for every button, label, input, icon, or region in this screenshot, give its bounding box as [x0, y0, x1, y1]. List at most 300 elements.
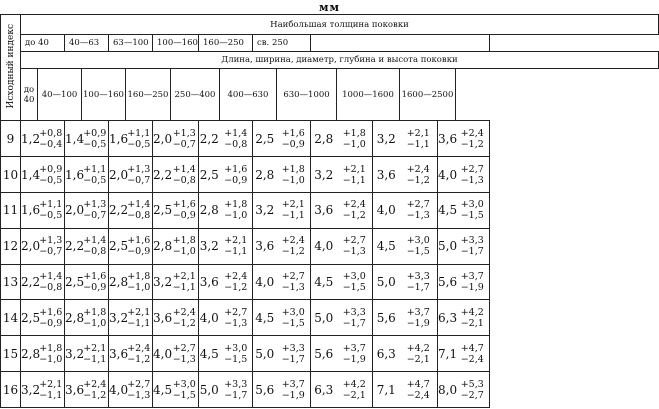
- tolerance-minus: −2,1: [406, 353, 430, 365]
- tolerance-plus: +1,6: [224, 163, 248, 175]
- tolerance-cell: [277, 372, 311, 408]
- allowance-value: 2,0: [21, 228, 38, 264]
- allowance-value: 2,0: [109, 157, 126, 193]
- allowance-value: 5,6: [373, 300, 400, 336]
- tolerance-cell: [82, 192, 109, 228]
- tolerance-minus: −0,9: [172, 210, 196, 222]
- tolerance-plus: +2,7: [172, 342, 196, 354]
- allowance-value: 1,6: [109, 121, 126, 157]
- tolerance-minus: −1,2: [281, 246, 305, 258]
- tolerance-cell: [277, 192, 311, 228]
- tolerance-plus: +2,1: [172, 271, 196, 283]
- tolerance-minus: −0,8: [83, 246, 107, 258]
- allowance-value: 2,2: [21, 264, 38, 300]
- dimension-range: 160—250: [126, 68, 171, 121]
- allowance-value: 2,0: [65, 192, 82, 228]
- tolerance-plus: +1,1: [127, 127, 151, 139]
- tolerance-minus: −1,2: [460, 138, 484, 150]
- tolerance-plus: +3,0: [342, 271, 366, 283]
- allowance-value: 3,6: [373, 157, 400, 193]
- thickness-title: Наибольшая толщина поковки: [21, 15, 659, 35]
- tolerance-cell: [82, 228, 109, 264]
- thickness-range-blank: [311, 35, 490, 52]
- allowance-value: 2,8: [21, 336, 38, 372]
- tolerance-plus: +4,2: [460, 306, 484, 318]
- allowance-value: 1,6: [65, 157, 82, 193]
- tolerance-minus: −0,7: [83, 210, 107, 222]
- tolerance-minus: −0,5: [83, 138, 107, 150]
- allowance-value: 4,0: [253, 264, 277, 300]
- tolerance-plus: +4,7: [460, 342, 484, 354]
- tolerance-plus: +2,1: [83, 342, 107, 354]
- tolerance-plus: +4,2: [406, 342, 430, 354]
- tolerance-minus: −1,0: [83, 317, 107, 329]
- tolerance-plus: +2,1: [342, 163, 366, 175]
- tolerance-minus: −1,2: [406, 174, 430, 186]
- dimension-range: 630—1000: [277, 68, 337, 121]
- tolerance-plus: +0,9: [39, 163, 63, 175]
- tolerance-cell: [220, 121, 253, 157]
- tolerance-plus: +2,7: [127, 378, 151, 390]
- tolerance-plus: +1,6: [39, 306, 63, 318]
- tolerance-cell: [400, 157, 438, 193]
- allowance-value: 6,3: [373, 336, 400, 372]
- tolerance-cell: [456, 121, 490, 157]
- tolerance-minus: −1,7: [460, 246, 484, 258]
- table-row: [1, 121, 659, 157]
- tolerance-cell: [171, 336, 199, 372]
- tolerance-minus: −0,9: [83, 282, 107, 294]
- tolerance-minus: −1,3: [172, 353, 196, 365]
- tolerance-minus: −0,7: [172, 138, 196, 150]
- tolerance-minus: −1,1: [172, 282, 196, 294]
- tolerance-cell: [38, 121, 65, 157]
- tolerance-plus: +3,3: [406, 271, 430, 283]
- tolerance-cell: [38, 372, 65, 408]
- tolerance-plus: +1,4: [39, 271, 63, 283]
- allowance-value: 2,5: [65, 264, 82, 300]
- thickness-range: св. 250: [253, 35, 311, 52]
- tolerance-cell: [171, 228, 199, 264]
- allowance-value: 2,2: [153, 157, 171, 193]
- allowance-value: 2,8: [153, 228, 171, 264]
- tolerance-cell: [38, 300, 65, 336]
- tolerance-cell: [126, 372, 153, 408]
- tolerance-cell: [38, 157, 65, 193]
- tolerance-minus: −1,1: [127, 317, 151, 329]
- tolerance-plus: +2,4: [342, 199, 366, 211]
- allowance-value: 3,2: [21, 372, 38, 408]
- tolerance-cell: [82, 372, 109, 408]
- tolerance-plus: +0,8: [39, 127, 63, 139]
- tolerance-cell: [82, 121, 109, 157]
- tolerance-plus: +3,3: [342, 306, 366, 318]
- tolerance-cell: [220, 264, 253, 300]
- index-header: [1, 15, 21, 121]
- tolerance-plus: +3,0: [224, 342, 248, 354]
- allowance-value: 2,2: [65, 228, 82, 264]
- tolerance-cell: [171, 121, 199, 157]
- tolerance-minus: −1,7: [281, 353, 305, 365]
- tolerance-minus: −0,9: [39, 317, 63, 329]
- tolerance-cell: [277, 228, 311, 264]
- tolerance-minus: −2,4: [406, 389, 430, 401]
- allowance-value: 4,5: [438, 192, 456, 228]
- allowance-value: 1,6: [21, 192, 38, 228]
- tolerance-cell: [277, 336, 311, 372]
- tolerance-minus: −1,3: [127, 389, 151, 401]
- tolerance-cell: [277, 157, 311, 193]
- allowance-value: 3,6: [438, 121, 456, 157]
- tolerance-cell: [38, 192, 65, 228]
- tolerance-cell: [456, 264, 490, 300]
- tolerance-plus: +2,4: [83, 378, 107, 390]
- tolerance-plus: +1,3: [172, 127, 196, 139]
- tolerance-minus: −0,9: [281, 138, 305, 150]
- tolerance-minus: −0,8: [172, 174, 196, 186]
- tolerance-minus: −1,1: [342, 174, 366, 186]
- tolerance-minus: −0,7: [127, 174, 151, 186]
- tolerance-minus: −1,3: [224, 317, 248, 329]
- tolerance-minus: −1,3: [281, 282, 305, 294]
- allowance-value: 5,0: [253, 336, 277, 372]
- allowance-value: 5,0: [199, 372, 220, 408]
- tolerance-plus: +4,7: [406, 378, 430, 390]
- tolerance-minus: −1,9: [281, 389, 305, 401]
- tolerance-plus: +3,7: [342, 342, 366, 354]
- tolerance-cell: [400, 228, 438, 264]
- thickness-range: 63—100: [109, 35, 153, 52]
- tolerance-minus: −1,5: [281, 317, 305, 329]
- allowance-value: 3,2: [153, 264, 171, 300]
- tolerance-plus: +1,6: [281, 127, 305, 139]
- tolerance-plus: +3,0: [172, 378, 196, 390]
- tolerance-plus: +3,7: [281, 378, 305, 390]
- tolerance-minus: −1,3: [342, 246, 366, 258]
- tolerance-minus: −2,4: [460, 353, 484, 365]
- allowance-value: 4,5: [199, 336, 220, 372]
- tolerance-cell: [277, 300, 311, 336]
- tolerance-cell: [456, 157, 490, 193]
- tolerance-plus: +4,2: [342, 378, 366, 390]
- table-row: [1, 372, 659, 408]
- tolerance-table: [0, 14, 659, 408]
- thickness-range: 100—160: [153, 35, 199, 52]
- tolerance-minus: −2,1: [460, 317, 484, 329]
- tolerance-plus: +2,4: [281, 235, 305, 247]
- tolerance-plus: +1,8: [281, 163, 305, 175]
- tolerance-minus: −1,9: [342, 353, 366, 365]
- tolerance-minus: −1,1: [83, 353, 107, 365]
- tolerance-plus: +2,7: [406, 199, 430, 211]
- table-row: [1, 157, 659, 193]
- tolerance-plus: +1,1: [83, 163, 107, 175]
- tolerance-plus: +1,4: [127, 199, 151, 211]
- tolerance-minus: −1,5: [224, 353, 248, 365]
- tolerance-plus: +1,4: [172, 163, 196, 175]
- tolerance-cell: [456, 300, 490, 336]
- tolerance-plus: +2,1: [406, 127, 430, 139]
- allowance-value: 3,2: [109, 300, 126, 336]
- tolerance-cell: [126, 228, 153, 264]
- tolerance-minus: −1,5: [172, 389, 196, 401]
- row-index: 10: [1, 157, 21, 193]
- tolerance-cell: [38, 228, 65, 264]
- tolerance-plus: +1,8: [342, 127, 366, 139]
- tolerance-cell: [220, 228, 253, 264]
- tolerance-plus: +2,4: [127, 342, 151, 354]
- unit-label: мм: [318, 1, 341, 14]
- tolerance-minus: −1,3: [460, 174, 484, 186]
- allowance-value: 7,1: [438, 336, 456, 372]
- tolerance-cell: [126, 300, 153, 336]
- tolerance-plus: +3,3: [281, 342, 305, 354]
- allowance-value: 2,8: [253, 157, 277, 193]
- tolerance-minus: −1,0: [281, 174, 305, 186]
- allowance-value: 5,0: [311, 300, 337, 336]
- thickness-range: 40—63: [65, 35, 109, 52]
- tolerance-cell: [456, 372, 490, 408]
- allowance-value: 3,6: [253, 228, 277, 264]
- allowance-value: 3,6: [311, 192, 337, 228]
- allowance-value: 7,1: [373, 372, 400, 408]
- tolerance-plus: +3,3: [224, 378, 248, 390]
- tolerance-cell: [171, 192, 199, 228]
- tolerance-minus: −0,4: [39, 138, 63, 150]
- tolerance-cell: [277, 121, 311, 157]
- tolerance-cell: [277, 264, 311, 300]
- tolerance-cell: [456, 336, 490, 372]
- tolerance-cell: [400, 336, 438, 372]
- tolerance-plus: +1,6: [172, 199, 196, 211]
- dimension-range: 40—100: [38, 68, 82, 121]
- allowance-value: 5,6: [253, 372, 277, 408]
- tolerance-plus: +1,8: [83, 306, 107, 318]
- allowance-value: 3,2: [199, 228, 220, 264]
- allowance-value: 4,0: [311, 228, 337, 264]
- allowance-value: 5,0: [373, 264, 400, 300]
- allowance-value: 2,8: [109, 264, 126, 300]
- allowance-value: 2,2: [199, 121, 220, 157]
- tolerance-cell: [126, 192, 153, 228]
- tolerance-minus: −0,5: [83, 174, 107, 186]
- tolerance-plus: +3,3: [460, 235, 484, 247]
- allowance-value: 4,5: [373, 228, 400, 264]
- tolerance-minus: −1,2: [127, 353, 151, 365]
- allowance-value: 2,8: [65, 300, 82, 336]
- allowance-value: 2,8: [199, 192, 220, 228]
- allowance-value: 2,2: [109, 192, 126, 228]
- tolerance-plus: +2,7: [460, 163, 484, 175]
- tolerance-plus: +2,4: [406, 163, 430, 175]
- tolerance-plus: +1,8: [172, 235, 196, 247]
- tolerance-plus: +2,1: [224, 235, 248, 247]
- tolerance-cell: [126, 121, 153, 157]
- tolerance-cell: [38, 264, 65, 300]
- allowance-value: 4,0: [153, 336, 171, 372]
- tolerance-cell: [220, 372, 253, 408]
- allowance-value: 1,2: [21, 121, 38, 157]
- row-index: 9: [1, 121, 21, 157]
- table-row: [1, 336, 659, 372]
- tolerance-cell: [171, 372, 199, 408]
- tolerance-cell: [337, 264, 373, 300]
- tolerance-plus: +3,0: [281, 306, 305, 318]
- tolerance-plus: +5,3: [460, 378, 484, 390]
- allowance-value: 3,2: [311, 157, 337, 193]
- tolerance-plus: +2,7: [281, 271, 305, 283]
- tolerance-minus: −1,2: [224, 282, 248, 294]
- tolerance-cell: [171, 300, 199, 336]
- thickness-range: до 40: [21, 35, 65, 52]
- tolerance-minus: −0,9: [127, 246, 151, 258]
- tolerance-minus: −1,0: [342, 138, 366, 150]
- allowance-value: 3,6: [153, 300, 171, 336]
- tolerance-plus: +3,0: [460, 199, 484, 211]
- tolerance-minus: −0,5: [127, 138, 151, 150]
- tolerance-cell: [337, 336, 373, 372]
- tolerance-plus: +2,1: [281, 199, 305, 211]
- tolerance-plus: +1,3: [39, 235, 63, 247]
- row-index: 14: [1, 300, 21, 336]
- row-index: 13: [1, 264, 21, 300]
- tolerance-minus: −1,1: [224, 246, 248, 258]
- tolerance-minus: −1,2: [342, 210, 366, 222]
- tolerance-minus: −0,5: [39, 210, 63, 222]
- allowance-value: 4,5: [253, 300, 277, 336]
- tolerance-plus: +2,4: [224, 271, 248, 283]
- tolerance-cell: [126, 336, 153, 372]
- table-row: [1, 228, 659, 264]
- dimensions-title: Длина, ширина, диаметр, глубина и высота поковки: [21, 51, 659, 68]
- tolerance-cell: [220, 300, 253, 336]
- tolerance-plus: +0,9: [83, 127, 107, 139]
- allowance-value: 5,0: [438, 228, 456, 264]
- tolerance-plus: +2,4: [172, 306, 196, 318]
- tolerance-plus: +1,8: [39, 342, 63, 354]
- dimension-range: до 40: [21, 68, 38, 121]
- tolerance-minus: −1,9: [460, 282, 484, 294]
- tolerance-cell: [400, 121, 438, 157]
- allowance-value: 8,0: [438, 372, 456, 408]
- allowance-value: 1,4: [21, 157, 38, 193]
- tolerance-cell: [337, 121, 373, 157]
- tolerance-minus: −1,1: [39, 389, 63, 401]
- row-index: 12: [1, 228, 21, 264]
- tolerance-minus: −1,2: [172, 317, 196, 329]
- row-index: 11: [1, 192, 21, 228]
- table-row: [1, 192, 659, 228]
- allowance-value: 3,6: [199, 264, 220, 300]
- allowance-value: 4,0: [199, 300, 220, 336]
- allowance-value: 4,0: [109, 372, 126, 408]
- allowance-value: 3,6: [65, 372, 82, 408]
- allowance-value: 6,3: [311, 372, 337, 408]
- tolerance-plus: +1,6: [127, 235, 151, 247]
- tolerance-minus: −1,0: [39, 353, 63, 365]
- tolerance-cell: [126, 157, 153, 193]
- allowance-value: 2,8: [311, 121, 337, 157]
- tolerance-minus: −0,8: [127, 210, 151, 222]
- tolerance-plus: +1,8: [127, 271, 151, 283]
- allowance-value: 5,6: [311, 336, 337, 372]
- allowance-value: 2,5: [21, 300, 38, 336]
- tolerance-cell: [456, 228, 490, 264]
- allowance-value: 5,6: [438, 264, 456, 300]
- tolerance-minus: −2,1: [342, 389, 366, 401]
- tolerance-plus: +1,3: [83, 199, 107, 211]
- tolerance-minus: −2,7: [460, 389, 484, 401]
- tolerance-cell: [400, 264, 438, 300]
- allowance-value: 2,0: [153, 121, 171, 157]
- tolerance-cell: [337, 300, 373, 336]
- allowance-value: 4,0: [373, 192, 400, 228]
- tolerance-plus: +1,1: [39, 199, 63, 211]
- tolerance-minus: −1,3: [406, 210, 430, 222]
- tolerance-cell: [171, 264, 199, 300]
- allowance-value: 2,5: [199, 157, 220, 193]
- allowance-value: 3,6: [109, 336, 126, 372]
- tolerance-minus: −0,7: [39, 246, 63, 258]
- tolerance-plus: +2,7: [224, 306, 248, 318]
- tolerance-cell: [82, 264, 109, 300]
- thickness-range: 160—250: [199, 35, 253, 52]
- tolerance-cell: [171, 157, 199, 193]
- tolerance-minus: −1,1: [406, 138, 430, 150]
- table-row: [1, 300, 659, 336]
- tolerance-plus: +2,1: [127, 306, 151, 318]
- tolerance-minus: −0,9: [224, 174, 248, 186]
- tolerance-cell: [126, 264, 153, 300]
- tolerance-plus: +2,1: [39, 378, 63, 390]
- dimension-range: 1000—1600: [337, 68, 400, 121]
- tolerance-minus: −1,0: [224, 210, 248, 222]
- allowance-value: 3,2: [253, 192, 277, 228]
- tolerance-minus: −0,5: [39, 174, 63, 186]
- dimension-range: 100—160: [82, 68, 126, 121]
- dimension-range: 400—630: [220, 68, 277, 121]
- tolerance-plus: +1,4: [224, 127, 248, 139]
- tolerance-minus: −1,5: [460, 210, 484, 222]
- tolerance-minus: −1,7: [224, 389, 248, 401]
- tolerance-plus: +2,4: [460, 127, 484, 139]
- tolerance-minus: −1,2: [83, 389, 107, 401]
- tolerance-plus: +1,8: [224, 199, 248, 211]
- tolerance-minus: −0,8: [224, 138, 248, 150]
- tolerance-cell: [400, 372, 438, 408]
- tolerance-cell: [337, 157, 373, 193]
- tolerance-cell: [337, 372, 373, 408]
- tolerance-cell: [82, 300, 109, 336]
- allowance-value: 3,2: [65, 336, 82, 372]
- tolerance-cell: [220, 157, 253, 193]
- allowance-value: 4,0: [438, 157, 456, 193]
- tolerance-plus: +3,0: [406, 235, 430, 247]
- tolerance-plus: +2,7: [342, 235, 366, 247]
- tolerance-cell: [82, 336, 109, 372]
- allowance-value: 1,4: [65, 121, 82, 157]
- tolerance-cell: [82, 157, 109, 193]
- allowance-value: 4,5: [153, 372, 171, 408]
- tolerance-minus: −1,5: [342, 282, 366, 294]
- allowance-value: 6,3: [438, 300, 456, 336]
- tolerance-cell: [337, 192, 373, 228]
- tolerance-minus: −1,9: [406, 317, 430, 329]
- tolerance-plus: +1,3: [127, 163, 151, 175]
- allowance-value: 2,5: [109, 228, 126, 264]
- tolerance-cell: [400, 192, 438, 228]
- tolerance-plus: +1,4: [83, 235, 107, 247]
